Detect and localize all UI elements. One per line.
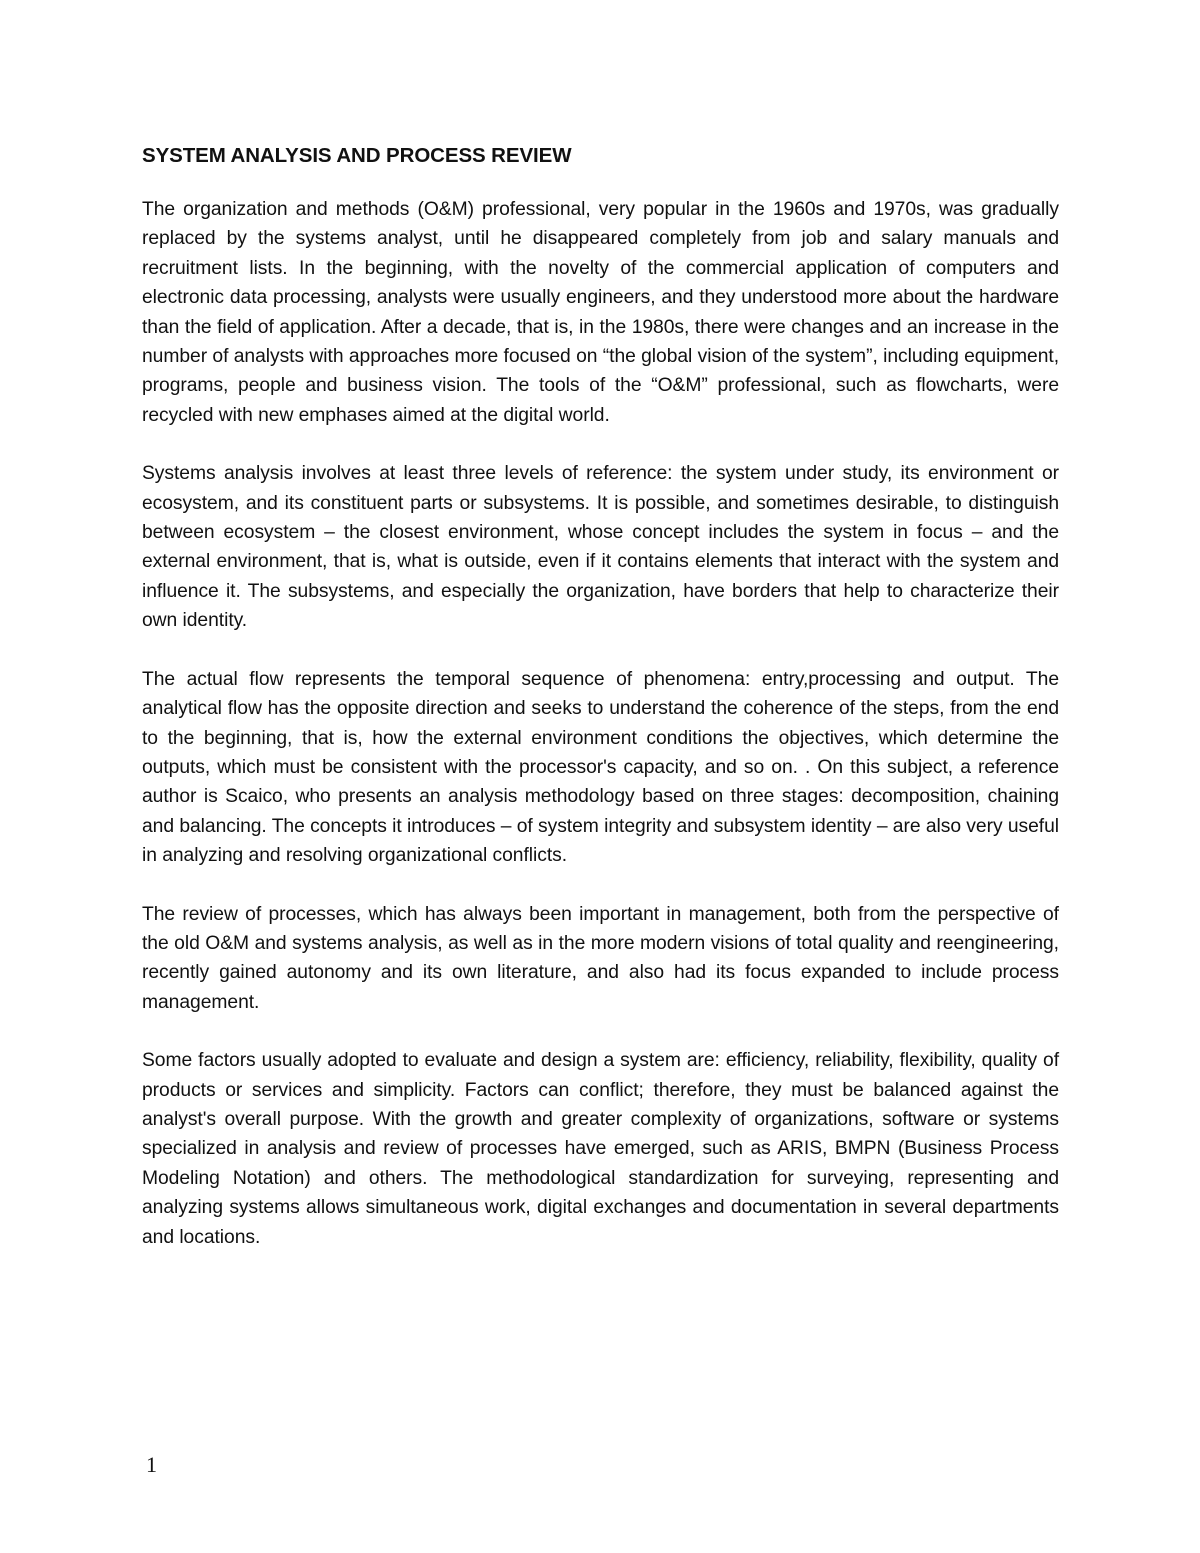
document-title: SYSTEM ANALYSIS AND PROCESS REVIEW (142, 144, 572, 167)
paragraph-process-review: The review of processes, which has always been important in management, both from the perspective of the old O&M and systems analysis, as well as in the more modern visions of total quality and reengineering, recently gained autonomy and its own literature, and also had its focus expanded to include process management. (142, 903, 1059, 1013)
paragraph-actual-flow: The actual flow represents the temporal sequence of phenomena: entry,processing and output. The analytical flow has the opposite direction and seeks to understand the coherence of the steps, from the end to the beginning, that is, how the external environment conditions the objectives, which determine the outputs, which must be consistent with the processor's capacity, and so on. . On this subject, a reference author is Scaico, who presents an analysis methodology based on three stages: decomposition, chaining and balancing. The concepts it introduces – of system integrity and subsystem identity – are also very useful in analyzing and resolving organizational conflicts. (142, 668, 1059, 867)
paragraph-design-factors: Some factors usually adopted to evaluate and design a system are: efficiency, reliability, flexibility, quality of products or services and simplicity. Factors can conflict; therefore, they must be balanced against the analyst's overall purpose. With the growth and greater complexity of organizations, software or systems specialized in analysis and review of processes have emerged, such as ARIS, BMPN (Business Process Modeling Notation) and others. The methodological standardization for surveying, representing and analyzing systems allows simultaneous work, digital exchanges and documentation in several departments and locations. (142, 1050, 1059, 1248)
paragraph-levels-of-reference: Systems analysis involves at least three levels of reference: the system under study, its environment or ecosystem, and its constituent parts or subsystems. It is possible, and sometimes desirable, to distinguish between ecosystem – the closest environment, whose concept includes the system in focus – and the external environment, that is, what is outside, even if it contains elements that interact with the system and influence it. The subsystems, and especially the organization, have borders that help to characterize their own identity. (142, 463, 1059, 632)
document-body (142, 141, 1059, 1281)
paragraph-om-history: The organization and methods (O&M) professional, very popular in the 1960s and 1970s, was gradually replaced by the systems analyst, until he disappeared completely from job and salary manuals and recruitment lists. In the beginning, with the novelty of the commercial application of computers and electronic data processing, analysts were usually engineers, and they understood more about the hardware than the field of application. After a decade, that is, in the 1980s, there were changes and an increase in the number of analysts with approaches more focused on “the global vision of the system”, including equipment, programs, people and business vision. The tools of the “O&M” professional, such as flowcharts, were recycled with new emphases aimed at the digital world. (142, 199, 1059, 426)
page-number: 1 (146, 1452, 157, 1477)
